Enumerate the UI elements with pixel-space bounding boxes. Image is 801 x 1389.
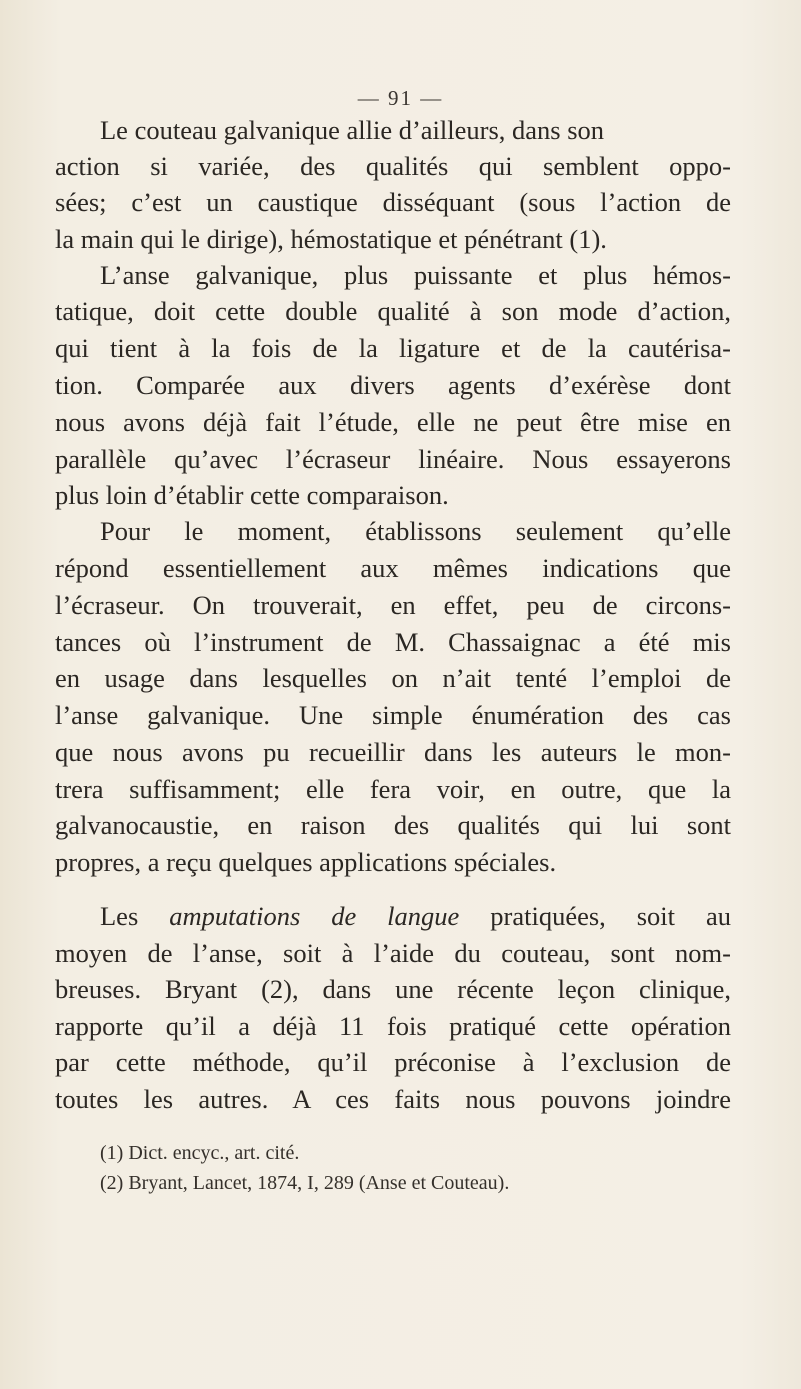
page-number: — 91 — [357, 86, 444, 110]
text-line: toutes les autres. A ces faits nous pouvons joindre [55, 1084, 731, 1114]
text-line: rapporte qu’il a déjà 11 fois pratiqué cette opération [55, 1011, 731, 1041]
text-line: moyen de l’anse, soit à l’aide du couteau, sont nom- [55, 938, 731, 968]
text-line: tances où l’instrument de M. Chassaignac a été mis [55, 627, 731, 657]
text-line: Pour le moment, établissons seulement qu’elle [100, 516, 731, 546]
text-line: répond essentiellement aux mêmes indications que [55, 553, 731, 583]
footnote: (1) Dict. encyc., art. cité. [100, 1142, 300, 1164]
text-line [100, 899, 731, 933]
text-line: Le couteau galvanique allie d’ailleurs, dans son [100, 115, 605, 145]
text-line: trera suffisamment; elle fera voir, en outre, que la [55, 774, 731, 804]
text-line: action si variée, des qualités qui semblent oppo- [55, 151, 731, 181]
text-line: l’anse galvanique. Une simple énumération des cas [55, 700, 731, 730]
text-line: la main qui le dirige), hémostatique et pénétrant (1). [55, 224, 607, 254]
text-line: que nous avons pu recueillir dans les auteurs le mon- [55, 737, 731, 767]
text-line: propres, a reçu quelques applications spéciales. [55, 847, 557, 877]
text-line: plus loin d’établir cette comparaison. [55, 480, 449, 510]
text-line: nous avons déjà fait l’étude, elle ne peut être mise en [55, 407, 731, 437]
text-line: qui tient à la fois de la ligature et de la cautérisa- [55, 333, 731, 363]
text-run: Les [100, 901, 139, 931]
footnote: (2) Bryant, Lancet, 1874, I, 289 (Anse et Couteau). [100, 1172, 510, 1194]
text-line: en usage dans lesquelles on n’ait tenté l’emploi de [55, 663, 731, 693]
text-line: sées; c’est un caustique disséquant (sous l’action de [55, 187, 731, 217]
text-line: l’écraseur. On trouverait, en effet, peu de circons- [55, 590, 731, 620]
text-line: tatique, doit cette double qualité à son mode d’action, [55, 296, 731, 326]
text-line: tion. Comparée aux divers agents d’exérèse dont [55, 370, 731, 400]
text-line: par cette méthode, qu’il préconise à l’exclusion de [55, 1047, 731, 1077]
italic-term: amputations de langue [169, 901, 460, 931]
text-line: galvanocaustie, en raison des qualités qui lui sont [55, 810, 731, 840]
text-run: pratiquées, soit au [490, 901, 731, 931]
text-line: parallèle qu’avec l’écraseur linéaire. Nous essayerons [55, 444, 731, 474]
text-line: L’anse galvanique, plus puissante et plus hémos- [100, 260, 731, 290]
text-line: breuses. Bryant (2), dans une récente leçon clinique, [55, 974, 731, 1004]
